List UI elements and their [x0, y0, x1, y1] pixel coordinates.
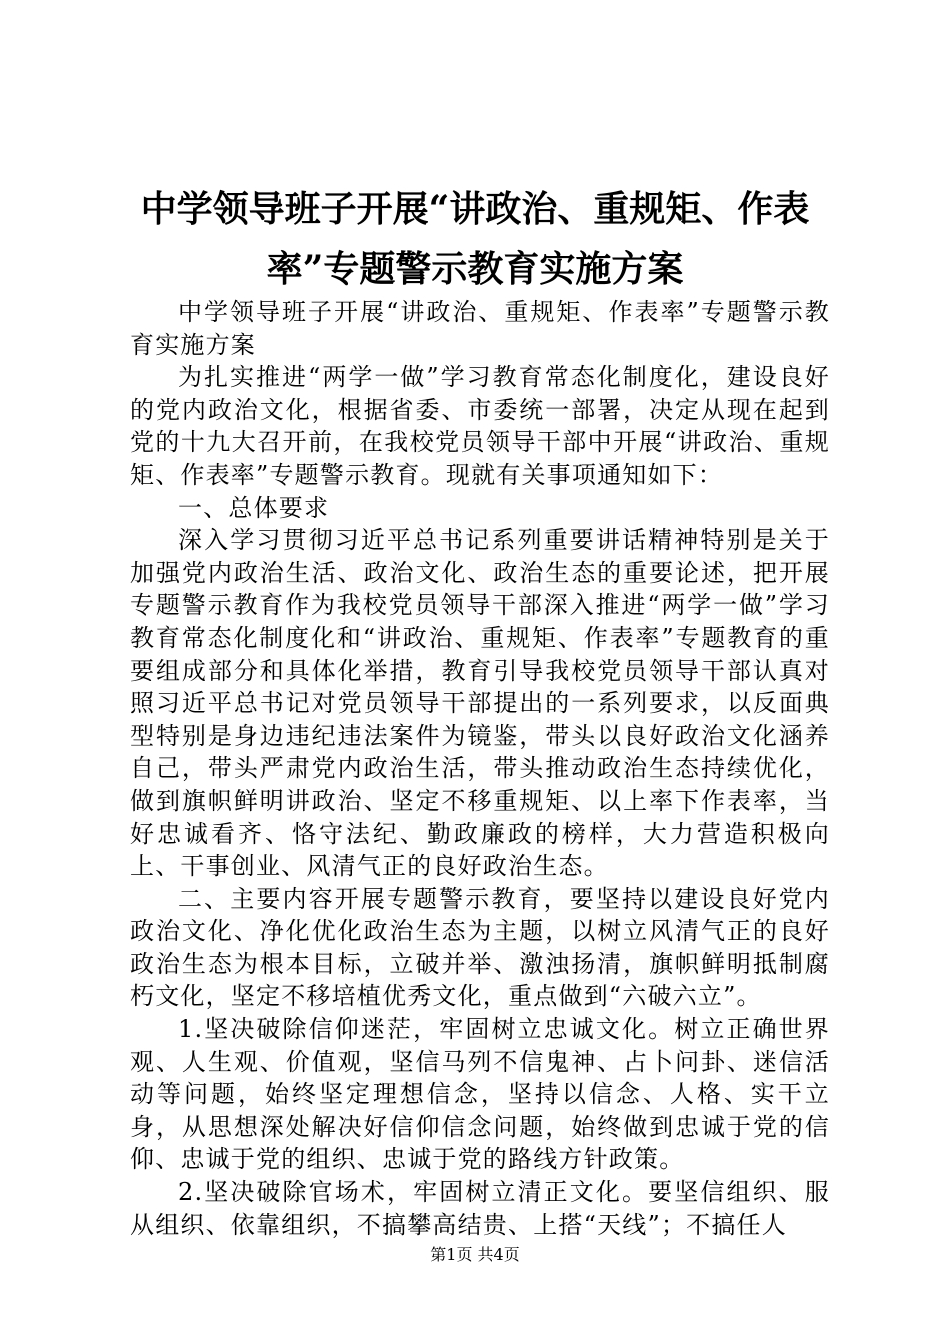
- document-body: [130, 296, 830, 1241]
- paragraph-item-1: 1.坚决破除信仰迷茫，牢固树立忠诚文化。树立正确世界观、人生观、价值观，坚信马列不信鬼神、占卜问卦、迷信活动等问题，始终坚定理想信念，坚持以信念、人格、实干立身，从思想深处解决好信仰信念问题，始终做到忠诚于党的信仰、忠诚于党的组织、忠诚于党的路线方针政策。: [130, 1015, 830, 1174]
- paragraph-main-content: 二、主要内容开展专题警示教育，要坚持以建设良好党内政治文化、净化优化政治生态为主题，以树立风清气正的良好政治生态为根本目标，立破并举、激浊扬清，旗帜鲜明抵制腐朽文化，坚定不移培植优秀文化，重点做到“六破六立”。: [130, 884, 830, 1011]
- paragraph-item-2: 2.坚决破除官场术，牢固树立清正文化。要坚信组织、服从组织、依靠组织，不搞攀高结贵、上搭“天线”；不搞任人: [130, 1178, 830, 1239]
- document-title-line-2: 率”专题警示教育实施方案: [266, 248, 684, 290]
- page-number-footer: 第1页 共4页: [430, 1245, 520, 1264]
- document-title-line-1: 中学领导班子开展“讲政治、重规矩、作表: [140, 188, 810, 230]
- paragraph-heading-repeat: 中学领导班子开展“讲政治、重规矩、作表率”专题警示教育实施方案: [130, 298, 830, 359]
- section-heading-general-requirements: 一、总体要求: [178, 493, 330, 522]
- paragraph-intro: 为扎实推进“两学一做”学习教育常态化制度化，建设良好的党内政治文化，根据省委、市委统一部署，决定从现在起到党的十九大召开前，在我校党员领导干部中开展“讲政治、重规矩、作表率”专题警示教育。现就有关事项通知如下：: [130, 363, 830, 489]
- paragraph-general-requirements: 深入学习贯彻习近平总书记系列重要讲话精神特别是关于加强党内政治生活、政治文化、政治生态的重要论述，把开展专题警示教育作为我校党员领导干部深入推进“两学一做”学习教育常态化制度化和“讲政治、重规矩、作表率”专题教育的重要组成部分和具体化举措，教育引导我校党员领导干部认真对照习近平总书记对党员领导干部提出的一系列要求，以反面典型特别是身边违纪违法案件为镜鉴，带头以良好政治文化涵养自己，带头严肃党内政治生活，带头推动政治生态持续优化，做到旗帜鲜明讲政治、坚定不移重规矩、以上率下作表率，当好忠诚看齐、恪守法纪、勤政廉政的榜样，大力营造积极向上、干事创业、风清气正的良好政治生态。: [130, 526, 830, 881]
